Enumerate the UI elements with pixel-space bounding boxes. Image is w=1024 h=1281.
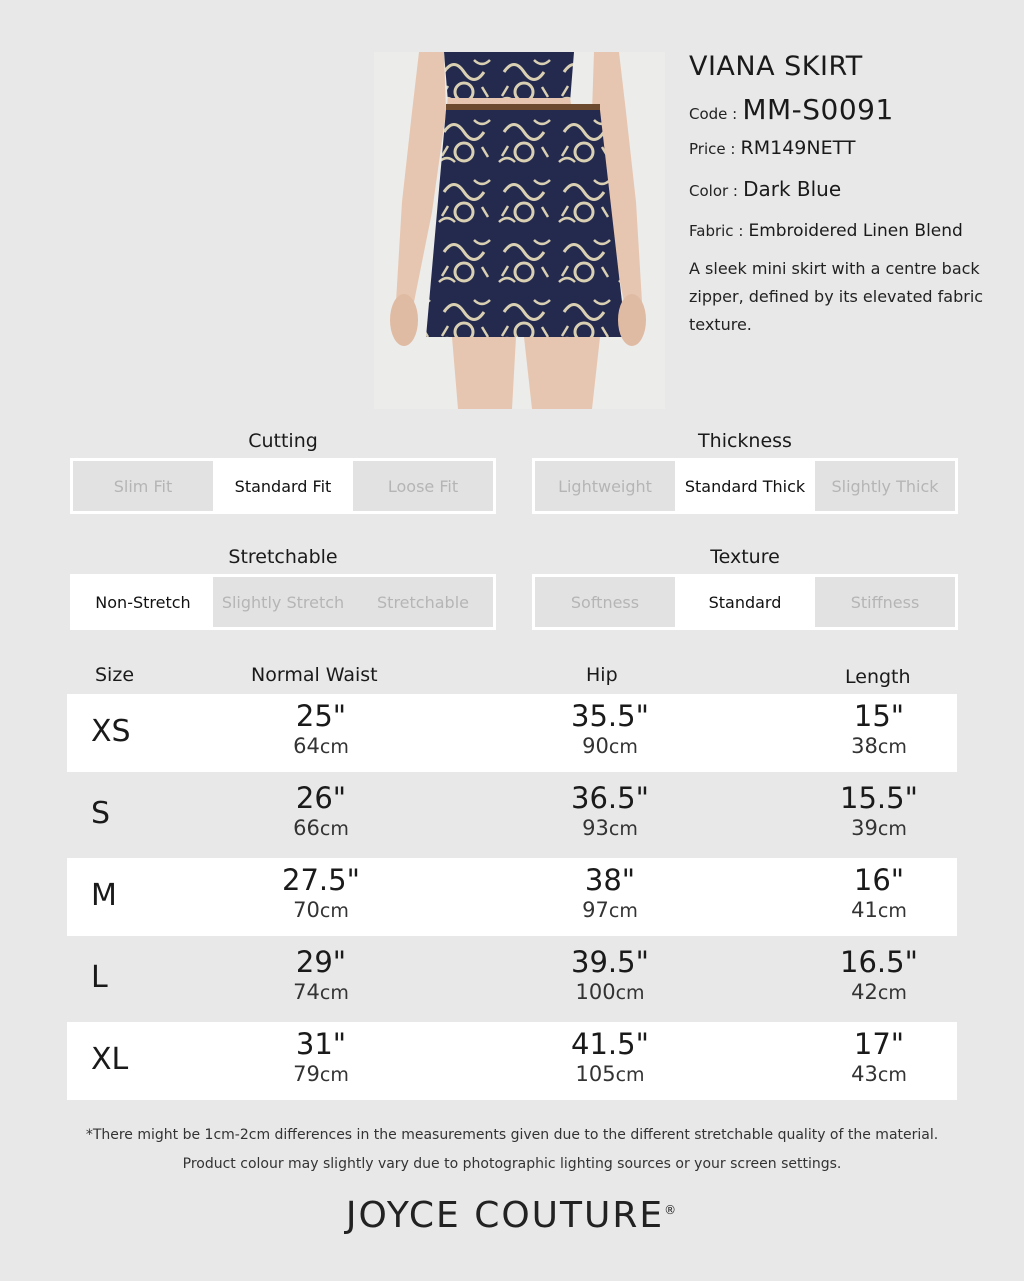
waist-cm-line xyxy=(241,732,401,761)
length-inches: 17" xyxy=(853,1027,905,1061)
length-cm: 38 xyxy=(851,734,878,758)
color-value: Dark Blue xyxy=(743,177,842,201)
product-title: VIANA SKIRT xyxy=(689,51,863,82)
cm-unit: cm xyxy=(615,982,645,1004)
brand-name: JOYCE COUTURE xyxy=(345,1195,665,1236)
waist-cm: 70 xyxy=(293,898,320,922)
length-cm-line xyxy=(799,732,959,761)
waist-inches: 27.5" xyxy=(282,863,360,897)
size-label: XL xyxy=(91,1042,129,1077)
waist-inches: 26" xyxy=(295,781,347,815)
attr-option: Non-Stretch xyxy=(73,577,213,627)
waist-cm: 74 xyxy=(293,980,320,1004)
waist-cm-line xyxy=(241,814,401,843)
waist-cell xyxy=(241,782,401,843)
length-cell xyxy=(799,864,959,925)
length-cm-line xyxy=(799,896,959,925)
attr-cutting xyxy=(70,424,496,514)
header-hip: Hip xyxy=(586,664,618,686)
waist-inches: 25" xyxy=(295,699,347,733)
cm-unit: cm xyxy=(877,900,907,922)
size-table-header xyxy=(67,660,957,694)
measurement-note: *There might be 1cm-2cm differences in the measurements given due to the different stretchable quality of the material. xyxy=(85,1127,939,1143)
hip-cm: 105 xyxy=(575,1062,616,1086)
hip-inches: 35.5" xyxy=(571,699,649,733)
cm-unit: cm xyxy=(608,736,638,758)
length-cm-line xyxy=(799,814,959,843)
product-fabric xyxy=(689,217,989,245)
cm-unit: cm xyxy=(877,818,907,840)
attr-thickness xyxy=(532,424,958,514)
cm-unit: cm xyxy=(608,818,638,840)
waist-cell xyxy=(241,946,401,1007)
cm-unit: cm xyxy=(319,736,349,758)
waist-inches: 29" xyxy=(295,945,347,979)
hip-cm: 90 xyxy=(582,734,609,758)
size-label: S xyxy=(91,796,111,831)
waist-cell xyxy=(241,700,401,761)
length-cell xyxy=(799,946,959,1007)
registered-mark: ® xyxy=(664,1203,679,1217)
size-row xyxy=(67,1022,957,1100)
attr-option: Loose Fit xyxy=(387,476,459,496)
hip-cell xyxy=(530,864,690,925)
length-inches: 16.5" xyxy=(840,945,918,979)
size-row xyxy=(67,694,957,772)
size-row xyxy=(67,858,957,936)
waist-cm: 64 xyxy=(293,734,320,758)
attr-heading: Cutting xyxy=(248,430,318,452)
code-label: Code : xyxy=(689,105,738,123)
waist-cm-line xyxy=(241,1060,401,1089)
product-code xyxy=(689,93,989,128)
waist-cm: 66 xyxy=(293,816,320,840)
length-inches: 16" xyxy=(853,863,905,897)
brand-logo xyxy=(0,1195,1024,1236)
header-waist: Normal Waist xyxy=(251,664,378,686)
cm-unit: cm xyxy=(319,982,349,1004)
hip-inches: 36.5" xyxy=(571,781,649,815)
waist-cm-line xyxy=(241,978,401,1007)
attr-options xyxy=(532,458,958,514)
header-length: Length xyxy=(845,666,911,688)
length-cm: 42 xyxy=(851,980,878,1004)
length-cell xyxy=(799,700,959,761)
length-cell xyxy=(799,1028,959,1089)
hip-inches: 39.5" xyxy=(571,945,649,979)
waist-cell xyxy=(241,864,401,925)
cm-unit: cm xyxy=(877,736,907,758)
attr-heading: Stretchable xyxy=(228,546,338,568)
cm-unit: cm xyxy=(877,982,907,1004)
hip-cell xyxy=(530,946,690,1007)
header-size: Size xyxy=(95,664,135,686)
color-label: Color : xyxy=(689,182,738,200)
hip-cm: 100 xyxy=(575,980,616,1004)
cm-unit: cm xyxy=(608,900,638,922)
product-description: A sleek mini skirt with a centre back zipper, defined by its elevated fabric texture. xyxy=(689,259,984,334)
colour-note: Product colour may slightly vary due to photographic lighting sources or your screen settings. xyxy=(182,1156,842,1172)
waist-cm: 79 xyxy=(293,1062,320,1086)
hip-cell xyxy=(530,782,690,843)
hip-cm-line xyxy=(530,978,690,1007)
length-cell xyxy=(799,782,959,843)
attr-option: Standard Fit xyxy=(213,461,353,511)
size-label: M xyxy=(91,878,117,913)
cm-unit: cm xyxy=(877,1064,907,1086)
fabric-label: Fabric : xyxy=(689,222,744,240)
attr-option: Softness xyxy=(570,592,640,612)
length-cm: 43 xyxy=(851,1062,878,1086)
price-value: RM149NETT xyxy=(740,137,856,159)
hip-inches: 38" xyxy=(584,863,636,897)
cm-unit: cm xyxy=(615,1064,645,1086)
length-cm: 41 xyxy=(851,898,878,922)
size-label: L xyxy=(91,960,108,995)
attr-options xyxy=(70,458,496,514)
product-info xyxy=(689,50,989,339)
waist-cell xyxy=(241,1028,401,1089)
attr-option: Slim Fit xyxy=(113,476,173,496)
attr-option: Stretchable xyxy=(377,592,469,612)
attr-option: Slightly Thick xyxy=(831,476,939,496)
attr-options xyxy=(532,574,958,630)
size-label: XS xyxy=(91,714,131,749)
price-label: Price : xyxy=(689,140,736,158)
hip-cm-line xyxy=(530,896,690,925)
hip-cell xyxy=(530,1028,690,1089)
waist-inches: 31" xyxy=(295,1027,347,1061)
product-price xyxy=(689,134,989,163)
size-table xyxy=(67,660,957,1100)
code-value: MM-S0091 xyxy=(742,93,894,126)
attr-option: Standard Thick xyxy=(675,461,815,511)
attr-option: Slightly Stretch xyxy=(221,592,345,612)
hip-inches: 41.5" xyxy=(571,1027,649,1061)
hip-cm: 93 xyxy=(582,816,609,840)
fabric-value: Embroidered Linen Blend xyxy=(748,221,963,241)
skirt-illustration xyxy=(374,52,665,409)
length-inches: 15" xyxy=(853,699,905,733)
size-row xyxy=(67,936,957,1022)
length-cm-line xyxy=(799,978,959,1007)
length-inches: 15.5" xyxy=(840,781,918,815)
attr-options xyxy=(70,574,496,630)
size-rows xyxy=(67,694,957,1100)
hip-cm-line xyxy=(530,814,690,843)
size-row xyxy=(67,772,957,858)
hip-cm-line xyxy=(530,1060,690,1089)
attr-option: Stiffness xyxy=(850,592,920,612)
cm-unit: cm xyxy=(319,900,349,922)
product-photo xyxy=(374,52,665,409)
hip-cm-line xyxy=(530,732,690,761)
length-cm-line xyxy=(799,1060,959,1089)
attr-heading: Texture xyxy=(710,546,780,568)
cm-unit: cm xyxy=(319,818,349,840)
product-color xyxy=(689,175,989,205)
attr-option: Lightweight xyxy=(558,476,652,496)
cm-unit: cm xyxy=(319,1064,349,1086)
length-cm: 39 xyxy=(851,816,878,840)
attr-texture xyxy=(532,540,958,630)
hip-cm: 97 xyxy=(582,898,609,922)
waist-cm-line xyxy=(241,896,401,925)
attr-option: Standard xyxy=(675,577,815,627)
attr-heading: Thickness xyxy=(698,430,792,452)
hip-cell xyxy=(530,700,690,761)
attr-stretchable xyxy=(70,540,496,630)
